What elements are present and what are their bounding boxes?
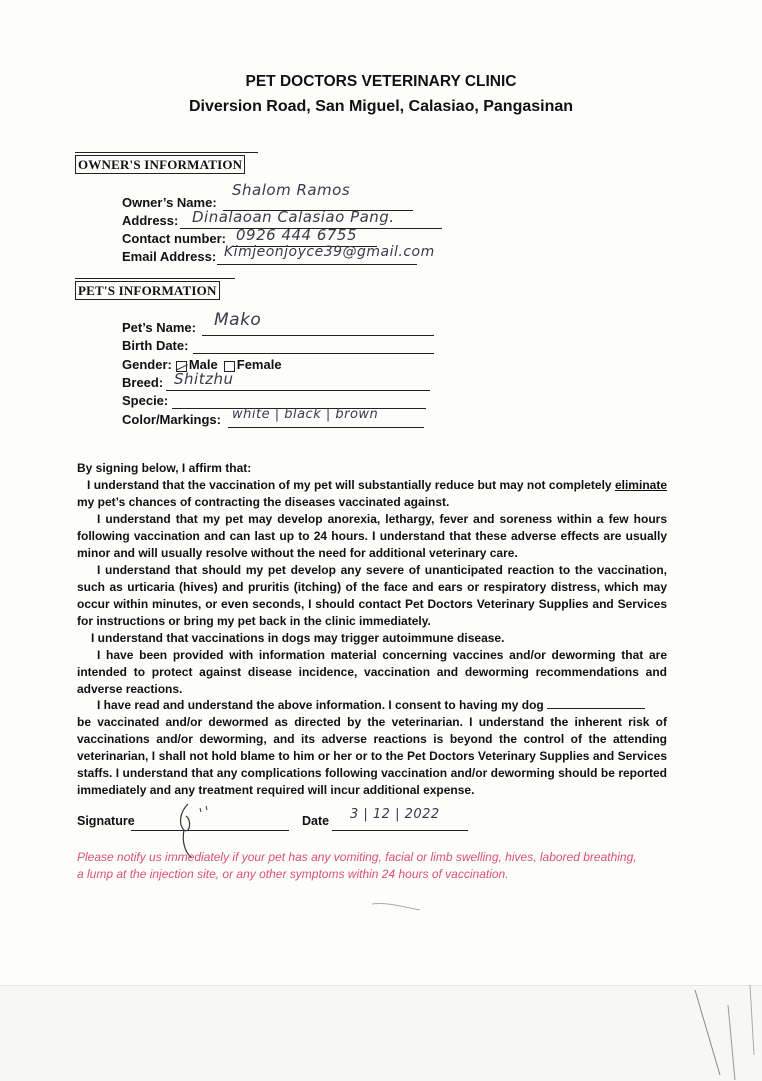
owner-address-label: Address: [122, 213, 179, 228]
owner-contact-value[interactable]: 0926 444 6755 [236, 226, 358, 244]
specie-label: Specie: [122, 393, 169, 408]
color-markings-value[interactable]: white | black | brown [232, 407, 379, 422]
page-background-lower [0, 985, 762, 1081]
clinic-name: PET DOCTORS VETERINARY CLINIC [245, 73, 517, 90]
consent-paragraph-4 [77, 630, 667, 647]
breed-value[interactable]: Shitzhu [174, 370, 234, 388]
consent-paragraph-1 [77, 477, 667, 511]
owner-email-value[interactable]: Kimjeonjoyce39@gmail.com [224, 244, 435, 260]
owner-email-label: Email Address: [122, 249, 217, 264]
pet-section-heading: PET'S INFORMATION [75, 281, 220, 300]
owner-address-value[interactable]: Dinalaoan Calasiao Pang. [192, 208, 395, 226]
consent-paragraph-5 [77, 647, 667, 698]
consent-paragraph-3 [77, 562, 667, 630]
consent-paragraph-6 [77, 697, 667, 799]
section-rule [75, 278, 235, 279]
date-label: Date [302, 814, 330, 828]
consent-p6-text-b: be vaccinated and/or dewormed as directed by the veterinarian. I understand the inherent risk of vaccinations and/or deworming, and its adverse reactions is beyond the control of the attending veterinarian, I shall not hold blame to him or her or to the Pet Doctors Veterinary Supplies and Services staffs. I understand that any complications following vaccination and/or deworming should be reported immediately and any treatment required will incur additional expense. [77, 715, 667, 797]
birth-date-label: Birth Date: [122, 338, 189, 353]
date-value[interactable]: 3 | 12 | 2022 [350, 807, 440, 822]
signature-label: Signature [77, 814, 135, 828]
stray-pen-mark [370, 898, 430, 914]
owner-name-label: Owner’s Name: [122, 195, 217, 210]
consent-p4-text: I understand that vaccinations in dogs may trigger autoimmune disease. [91, 631, 505, 645]
breed-label: Breed: [122, 375, 164, 390]
aftercare-notice: Please notify us immediately if your pet has any vomiting, facial or limb swelling, hives, labored breathing, a lump at the injection site, or any other symptoms within 24 hours of vaccination. [77, 850, 637, 881]
section-rule [75, 152, 258, 153]
consent-p2-text: I understand that my pet may develop anorexia, lethargy, fever and soreness within a few hours following vaccination and can last up to 24 hours. I understand that these adverse effects are usually minor and will usually resolve without the need for additional veterinary care. [77, 512, 667, 560]
owner-section-heading: OWNER'S INFORMATION [75, 155, 245, 174]
pet-name-label: Pet’s Name: [122, 320, 196, 335]
clinic-address: Diversion Road, San Miguel, Calasiao, Pangasinan [188, 98, 574, 115]
consent-p3-text: I understand that should my pet develop any severe of unanticipated reaction to the vaccination, such as urticaria (hives) and pruritis (itching) of the face and ears or respiratory distress, which may occur within minutes, or even seconds, I should contact Pet Doctors Veterinary Supplies and Services for instructions or bring my pet back in the clinic immediately. [77, 563, 667, 628]
consent-p5-text: I have been provided with information material concerning vaccines and/or deworming that are intended to protect against disease incidence, vaccination and deworming recommendations and adverse reactions. [77, 648, 667, 696]
gender-label: Gender: [122, 357, 172, 372]
owner-name-value[interactable]: Shalom Ramos [232, 181, 351, 199]
consent-p1-underlined: eliminate [614, 478, 667, 492]
color-markings-label: Color/Markings: [122, 412, 221, 427]
male-option-label: Male [188, 357, 218, 372]
dog-name-blank[interactable] [547, 698, 645, 709]
birth-date-line [193, 335, 434, 354]
consent-p1-text-b: my pet’s chances of contracting the diseases vaccinated against. [77, 495, 450, 509]
consent-p1-text-a: I understand that the vaccination of my pet will substantially reduce but may not completely [87, 478, 615, 492]
consent-intro: By signing below, I affirm that: [77, 461, 252, 475]
paper-crease-marks [690, 985, 762, 1080]
owner-contact-label: Contact number: [122, 231, 226, 246]
consent-paragraph-2 [77, 511, 667, 562]
consent-p6-text-a: I have read and understand the above information. I consent to having my dog [97, 698, 544, 712]
female-option-label: Female [236, 357, 282, 372]
pet-name-value[interactable]: Mako [214, 310, 262, 330]
